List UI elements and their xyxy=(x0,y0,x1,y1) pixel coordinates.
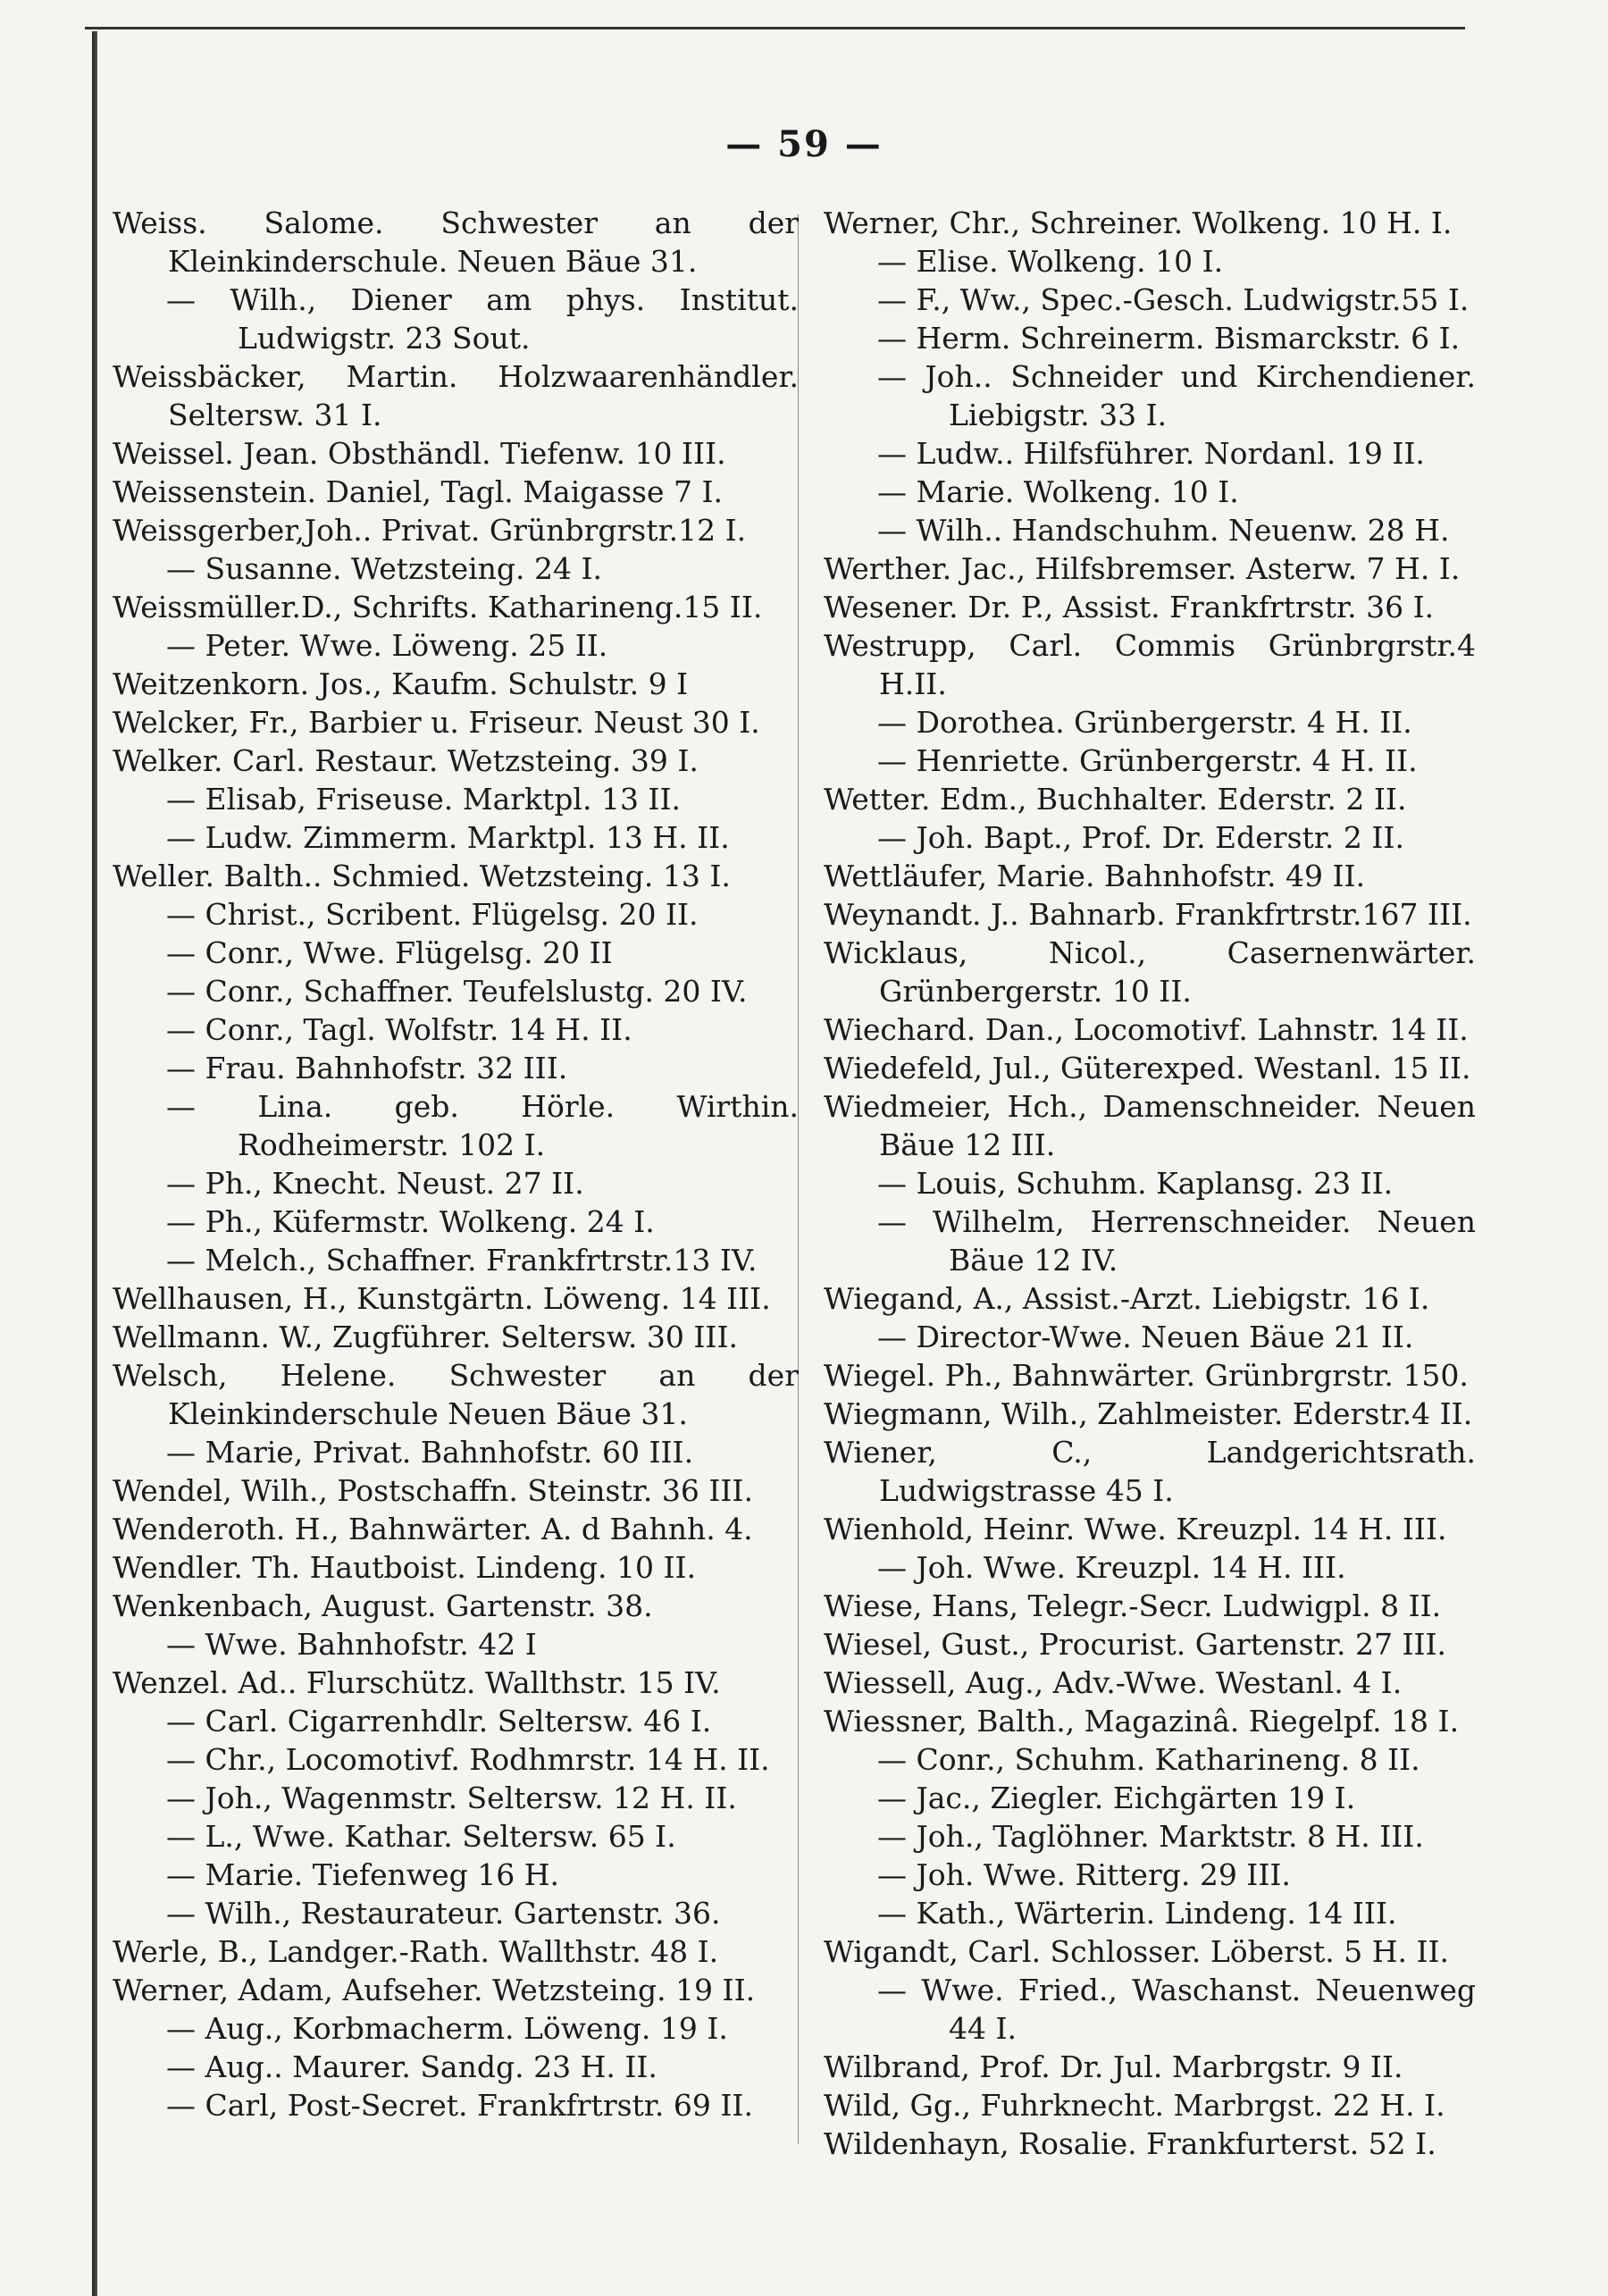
directory-entry: Wiener, C., Landgerichtsrath. Ludwigstrasse 45 I. xyxy=(824,1435,1476,1508)
directory-sub-entry: — Carl. Cigarrenhdlr. Seltersw. 46 I. xyxy=(166,1704,712,1739)
directory-entry: Wiechard. Dan., Locomotivf. Lahnstr. 14 II. xyxy=(824,1012,1469,1047)
directory-sub-entry: — Marie, Privat. Bahnhofstr. 60 III. xyxy=(166,1435,694,1470)
page-top-edge xyxy=(85,27,1465,29)
page-left-edge xyxy=(92,31,97,2296)
directory-entry: Wellmann. W., Zugführer. Seltersw. 30 III. xyxy=(113,1320,738,1354)
directory-entry: Wesener. Dr. P., Assist. Frankfrtrstr. 36 I. xyxy=(824,590,1435,624)
directory-entry: Werle, B., Landger.-Rath. Wallthstr. 48 I. xyxy=(113,1934,719,1969)
directory-sub-entry: — Frau. Bahnhofstr. 32 III. xyxy=(166,1051,568,1085)
directory-sub-entry: — Conr., Wwe. Flügelsg. 20 II xyxy=(166,935,613,970)
directory-sub-entry: — Ludw.. Hilfsführer. Nordanl. 19 II. xyxy=(877,436,1425,471)
directory-sub-entry: — Joh., Wagenmstr. Seltersw. 12 H. II. xyxy=(166,1781,737,1815)
directory-entry: Werner, Chr., Schreiner. Wolkeng. 10 H. I. xyxy=(824,205,1453,240)
directory-sub-entry: — Elisab, Friseuse. Marktpl. 13 II. xyxy=(166,782,681,817)
directory-entry: Wienhold, Heinr. Wwe. Kreuzpl. 14 H. III. xyxy=(824,1512,1447,1546)
directory-entry: Wellhausen, H., Kunstgärtn. Löweng. 14 III. xyxy=(113,1281,771,1316)
directory-entry: Wendler. Th. Hautboist. Lindeng. 10 II. xyxy=(113,1550,697,1585)
directory-sub-entry: — Wilhelm, Herrenschneider. Neuen Bäue 12 IV. xyxy=(877,1204,1476,1278)
directory-entry: Wettläufer, Marie. Bahnhofstr. 49 II. xyxy=(824,859,1366,893)
directory-entry: Weitzenkorn. Jos., Kaufm. Schulstr. 9 I xyxy=(113,666,689,701)
directory-entry: Wigandt, Carl. Schlosser. Löberst. 5 H. II. xyxy=(824,1934,1450,1969)
directory-sub-entry: — Director-Wwe. Neuen Bäue 21 II. xyxy=(877,1320,1414,1354)
directory-entry: Wetter. Edm., Buchhalter. Ederstr. 2 II. xyxy=(824,782,1407,817)
directory-entry: Weynandt. J.. Bahnarb. Frankfrtrstr.167 III. xyxy=(824,897,1472,932)
directory-entry: Weissmüller.D., Schrifts. Katharineng.15 II. xyxy=(113,590,763,624)
directory-sub-entry: — Wwe. Bahnhofstr. 42 I xyxy=(166,1627,537,1662)
left-column xyxy=(113,204,799,2124)
directory-entry: Wiese, Hans, Telegr.-Secr. Ludwigpl. 8 II. xyxy=(824,1588,1442,1623)
directory-entry: Wilbrand, Prof. Dr. Jul. Marbrgstr. 9 II. xyxy=(824,2049,1403,2084)
directory-entry: Weiss. Salome. Schwester an der Kleinkinderschule. Neuen Bäue 31. xyxy=(113,205,799,279)
directory-entry: Werther. Jac., Hilfsbremser. Asterw. 7 H. I. xyxy=(824,551,1461,586)
directory-entry: Wicklaus, Nicol., Casernenwärter. Grünbergerstr. 10 II. xyxy=(824,935,1476,1009)
directory-sub-entry: — L., Wwe. Kathar. Seltersw. 65 I. xyxy=(166,1819,676,1854)
directory-entry: Westrupp, Carl. Commis Grünbrgrstr.4 H.II. xyxy=(824,628,1476,701)
directory-sub-entry: — Conr., Tagl. Wolfstr. 14 H. II. xyxy=(166,1012,632,1047)
directory-entry: Wenkenbach, August. Gartenstr. 38. xyxy=(113,1588,653,1623)
directory-entry: Weller. Balth.. Schmied. Wetzsteing. 13 I. xyxy=(113,859,731,893)
directory-sub-entry: — Christ., Scribent. Flügelsg. 20 II. xyxy=(166,897,699,932)
directory-sub-entry: — Aug.. Maurer. Sandg. 23 H. II. xyxy=(166,2049,657,2084)
directory-sub-entry: — Wilh., Restaurateur. Gartenstr. 36. xyxy=(166,1896,721,1931)
directory-sub-entry: — Conr., Schuhm. Katharineng. 8 II. xyxy=(877,1742,1420,1777)
directory-entry: Werner, Adam, Aufseher. Wetzsteing. 19 II. xyxy=(113,1973,756,2007)
directory-entry: Wenzel. Ad.. Flurschütz. Wallthstr. 15 IV. xyxy=(113,1665,721,1700)
directory-entry: Welker. Carl. Restaur. Wetzsteing. 39 I. xyxy=(113,743,699,778)
directory-sub-entry: — Wilh.. Handschuhm. Neuenw. 28 H. xyxy=(877,513,1450,548)
directory-entry: Weissenstein. Daniel, Tagl. Maigasse 7 I. xyxy=(113,474,723,509)
directory-entry: Wiesel, Gust., Procurist. Gartenstr. 27 III. xyxy=(824,1627,1447,1662)
directory-sub-entry: — Wwe. Fried., Waschanst. Neuenweg 44 I. xyxy=(877,1973,1476,2046)
directory-sub-entry: — Joh. Wwe. Ritterg. 29 III. xyxy=(877,1857,1291,1892)
page-number: — 59 — xyxy=(725,123,883,165)
directory-entry: Wendel, Wilh., Postschaffn. Steinstr. 36 III. xyxy=(113,1473,753,1508)
directory-entry: Wenderoth. H., Bahnwärter. A. d Bahnh. 4. xyxy=(113,1512,753,1546)
directory-entry: Wiessell, Aug., Adv.-Wwe. Westanl. 4 I. xyxy=(824,1665,1403,1700)
directory-sub-entry: — Joh. Bapt., Prof. Dr. Ederstr. 2 II. xyxy=(877,820,1404,855)
directory-sub-entry: — Peter. Wwe. Löweng. 25 II. xyxy=(166,628,608,663)
directory-sub-entry: — Conr., Schaffner. Teufelslustg. 20 IV. xyxy=(166,974,748,1009)
directory-sub-entry: — Susanne. Wetzsteing. 24 I. xyxy=(166,551,603,586)
directory-sub-entry: — Chr., Locomotivf. Rodhmrstr. 14 H. II. xyxy=(166,1742,770,1777)
directory-entry: Weissbäcker, Martin. Holzwaarenhändler. Seltersw. 31 I. xyxy=(113,359,799,432)
directory-sub-entry: — Melch., Schaffner. Frankfrtrstr.13 IV. xyxy=(166,1243,758,1278)
directory-sub-entry: — F., Ww., Spec.-Gesch. Ludwigstr.55 I. xyxy=(877,282,1470,317)
directory-sub-entry: — Henriette. Grünbergerstr. 4 H. II. xyxy=(877,743,1418,778)
directory-sub-entry: — Marie. Wolkeng. 10 I. xyxy=(877,474,1239,509)
directory-sub-entry: — Aug., Korbmacherm. Löweng. 19 I. xyxy=(166,2011,728,2046)
directory-sub-entry: — Jac., Ziegler. Eichgärten 19 I. xyxy=(877,1781,1356,1815)
directory-entry: Wiegand, A., Assist.-Arzt. Liebigstr. 16 I. xyxy=(824,1281,1430,1316)
directory-sub-entry: — Ph., Knecht. Neust. 27 II. xyxy=(166,1166,584,1201)
directory-sub-entry: — Lina. geb. Hörle. Wirthin. Rodheimerstr. 102 I. xyxy=(166,1089,799,1162)
directory-sub-entry: — Elise. Wolkeng. 10 I. xyxy=(877,244,1224,279)
directory-sub-entry: — Ph., Küfermstr. Wolkeng. 24 I. xyxy=(166,1204,655,1239)
directory-entry: Weissel. Jean. Obsthändl. Tiefenw. 10 III. xyxy=(113,436,726,471)
directory-sub-entry: — Carl, Post-Secret. Frankfrtrstr. 69 II. xyxy=(166,2088,753,2123)
directory-entry: Wiessner, Balth., Magazinâ. Riegelpf. 18 I. xyxy=(824,1704,1460,1739)
directory-sub-entry: — Louis, Schuhm. Kaplansg. 23 II. xyxy=(877,1166,1394,1201)
directory-entry: Wiegel. Ph., Bahnwärter. Grünbrgrstr. 150. xyxy=(824,1358,1469,1393)
directory-entry: Weissgerber,Joh.. Privat. Grünbrgrstr.12 I. xyxy=(113,513,747,548)
directory-entry: Wiedmeier, Hch., Damenschneider. Neuen Bäue 12 III. xyxy=(824,1089,1476,1162)
directory-sub-entry: — Joh., Taglöhner. Marktstr. 8 H. III. xyxy=(877,1819,1424,1854)
directory-entry: Wiedefeld, Jul., Güterexped. Westanl. 15 II. xyxy=(824,1051,1471,1085)
directory-entry: Wild, Gg., Fuhrknecht. Marbrgst. 22 H. I. xyxy=(824,2088,1445,2123)
directory-entry: Welcker, Fr., Barbier u. Friseur. Neust 30 I. xyxy=(113,705,760,740)
directory-sub-entry: — Joh. Wwe. Kreuzpl. 14 H. III. xyxy=(877,1550,1346,1585)
directory-sub-entry: — Herm. Schreinerm. Bismarckstr. 6 I. xyxy=(877,321,1461,356)
directory-sub-entry: — Joh.. Schneider und Kirchendiener. Liebigstr. 33 I. xyxy=(877,359,1476,432)
directory-sub-entry: — Marie. Tiefenweg 16 H. xyxy=(166,1857,560,1892)
directory-sub-entry: — Wilh., Diener am phys. Institut. Ludwigstr. 23 Sout. xyxy=(166,282,799,356)
directory-sub-entry: — Ludw. Zimmerm. Marktpl. 13 H. II. xyxy=(166,820,730,855)
directory-entry: Welsch, Helene. Schwester an der Kleinkinderschule Neuen Bäue 31. xyxy=(113,1358,799,1431)
directory-entry: Wiegmann, Wilh., Zahlmeister. Ederstr.4 II. xyxy=(824,1396,1473,1431)
right-column xyxy=(824,204,1476,2163)
directory-sub-entry: — Kath., Wärterin. Lindeng. 14 III. xyxy=(877,1896,1397,1931)
directory-sub-entry: — Dorothea. Grünbergerstr. 4 H. II. xyxy=(877,705,1412,740)
directory-entry: Wildenhayn, Rosalie. Frankfurterst. 52 I. xyxy=(824,2126,1436,2161)
